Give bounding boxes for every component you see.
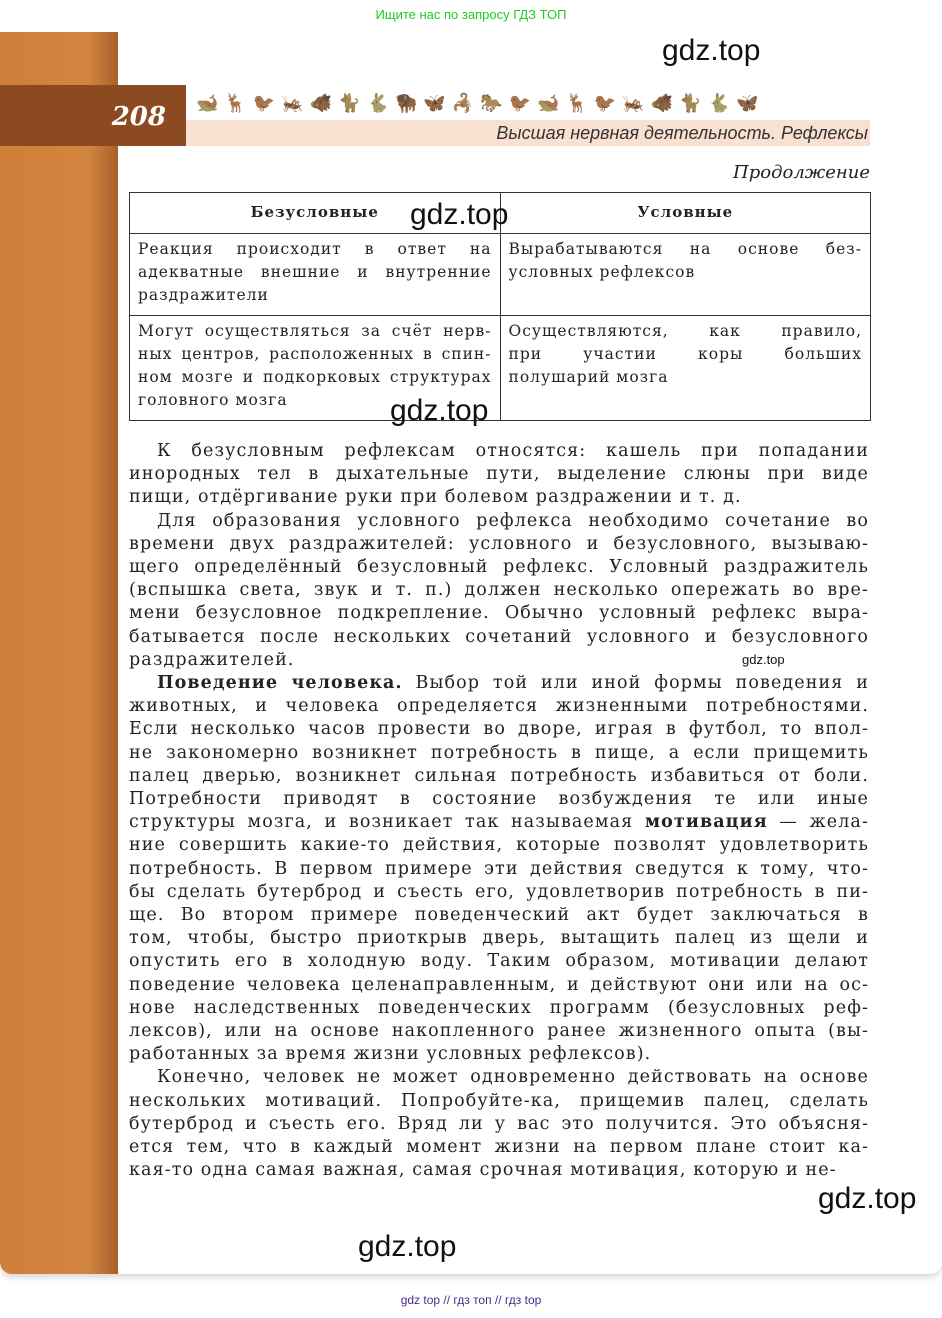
- text-line: [129, 834, 869, 857]
- text-segment: поведение человека целенаправленным, и действуют они или на ос-: [129, 974, 869, 995]
- text-line: [129, 579, 869, 602]
- cell-line: полушарий мозга: [508, 368, 669, 386]
- text-line: [129, 1043, 869, 1066]
- text-segment: Для образования условного рефлекса необходимо сочетание во: [157, 510, 869, 531]
- text-line: [129, 486, 869, 509]
- text-line: [129, 1113, 869, 1136]
- table-cell: [500, 316, 871, 421]
- cell-line: раздражители: [138, 286, 269, 304]
- watermark: gdz.top: [390, 394, 489, 427]
- cell-line: Вырабатываются на основе без-: [508, 240, 862, 258]
- text-line: [129, 510, 869, 533]
- text-line: [129, 1090, 869, 1113]
- cat-icon: 🐈: [338, 93, 361, 114]
- rabbit-icon: 🐇: [707, 93, 731, 114]
- cell-line: адекватные внешние и внутренние: [138, 263, 492, 281]
- text-segment: пищи, отдёргивание руки при болевом раздражении и т. д.: [129, 487, 742, 508]
- boar-icon: 🐗: [309, 93, 333, 114]
- text-line: [129, 858, 869, 881]
- page-edge-band: [0, 32, 118, 1274]
- text-segment: ще. Во втором примере поведенческий акт будет заключаться в: [129, 905, 869, 926]
- watermark: gdz.top: [742, 652, 785, 667]
- text-segment: структуры мозга, и возникает так называемая: [129, 812, 645, 833]
- text-segment: потребность. В первом примере эти действия сведутся к тому, что-: [129, 858, 869, 879]
- paragraph: [129, 672, 869, 1066]
- deer-icon: 🦌: [565, 93, 588, 114]
- text-segment: (вспышка света, звук и т. п.) должен несколько опережать во вре-: [129, 580, 869, 601]
- butterfly-icon: 🦋: [736, 93, 759, 114]
- text-line: [129, 904, 869, 927]
- text-segment: лексов), или на основе накопленного ранее жизненного опыта (вы-: [129, 1021, 869, 1042]
- text-line: [129, 533, 869, 556]
- text-segment: раздражителей.: [129, 649, 295, 670]
- cat-icon: 🐈: [679, 93, 702, 114]
- horse-icon: 🐎: [480, 93, 503, 114]
- text-line: [129, 788, 869, 811]
- watermark: gdz.top: [662, 34, 761, 67]
- text-segment: ется тем, что в каждый момент жизни на первом плане стоит ка-: [129, 1137, 869, 1158]
- text-line: [129, 974, 869, 997]
- table-row: [130, 234, 871, 316]
- text-segment: опустить его в холодную воду. Таким образом, мотивации делают: [129, 951, 869, 972]
- bird-icon: 🐦: [593, 93, 617, 114]
- text-segment: не закономерно возникнет потребность в пище, а если прищемить: [129, 742, 869, 763]
- text-line: [129, 927, 869, 950]
- text-segment: Конечно, человек не может одновременно действовать на основе: [157, 1067, 869, 1088]
- bold-term: мотивация: [644, 812, 768, 833]
- text-segment: кая-то одна самая важная, самая срочная мотивация, которую и не-: [129, 1160, 837, 1181]
- footer-links[interactable]: gdz top // гдз топ // гдз top: [400, 1293, 542, 1307]
- text-line: [129, 556, 869, 579]
- cell-line: ных центров, расположенных в спин-: [138, 345, 492, 363]
- text-segment: К безусловным рефлексам относятся: кашель при попадании: [157, 441, 869, 461]
- text-line: [129, 695, 869, 718]
- paragraph: [129, 440, 869, 510]
- text-line: [129, 1159, 869, 1182]
- table-row: [130, 316, 871, 421]
- text-line: [129, 602, 869, 625]
- text-segment: животных, и человека определяется жизненными потребностями.: [129, 696, 869, 717]
- text-segment: щего определённый безусловный рефлекс. Условный раздражитель: [129, 557, 869, 578]
- watermark: gdz.top: [818, 1182, 917, 1215]
- text-segment: палец дверью, возникнет сильная потребность избавиться от боли.: [129, 765, 869, 786]
- text-segment: — жела-: [767, 812, 869, 833]
- text-line: [129, 950, 869, 973]
- table-cell: [500, 234, 871, 316]
- scorpion-icon: 🦂: [451, 93, 475, 114]
- text-line: [129, 1066, 869, 1089]
- text-segment: Если несколько часов провести во дворе, играя в футбол, то впол-: [129, 719, 869, 740]
- whale-icon: 🐋: [537, 93, 560, 114]
- table-cell: [130, 234, 501, 316]
- cell-line: Осуществляются, как правило,: [508, 322, 862, 340]
- cell-line: Реакция происходит в ответ на: [138, 240, 492, 258]
- bold-term: Поведение человека.: [157, 673, 403, 694]
- continuation-label: Продолжение: [733, 162, 870, 183]
- text-segment: батывается после нескольких сочетаний условного и безусловного: [129, 626, 869, 647]
- text-segment: нове наследственных поведенческих программ (безусловных реф-: [129, 997, 869, 1018]
- cell-line: условных рефлексов: [508, 263, 696, 281]
- paragraph: [129, 510, 869, 672]
- text-segment: ние совершить какие-то действия, которые позволят удовлетворить: [129, 835, 869, 856]
- text-line: [129, 742, 869, 765]
- text-line: [129, 1136, 869, 1159]
- page-number: 208: [0, 85, 186, 146]
- animal-silhouette-strip: [196, 92, 846, 116]
- text-line: [129, 765, 869, 788]
- text-segment: нескольких мотиваций. Попробуйте-ка, прищемив палец, сделать: [129, 1090, 869, 1111]
- text-line: [129, 997, 869, 1020]
- search-hint: Ищите нас по запросу ГДЗ ТОП: [375, 7, 567, 22]
- watermark: gdz.top: [410, 198, 509, 231]
- chapter-title: Высшая нервная деятельность. Рефлексы: [186, 120, 870, 146]
- watermark: gdz.top: [358, 1230, 457, 1263]
- text-line: [129, 881, 869, 904]
- text-segment: инородных тел в дыхательные пути, выделение слюны при виде: [129, 464, 869, 485]
- paragraph: [129, 1066, 869, 1182]
- text-segment: Выбор той или иной формы поведения и: [402, 673, 869, 694]
- text-segment: том, чтобы, быстро приоткрыв дверь, вытащить палец из щели и: [129, 928, 869, 949]
- text-line: [129, 1020, 869, 1043]
- text-segment: работанных за время жизни условных рефлексов).: [129, 1044, 652, 1065]
- deer-icon: 🦌: [224, 93, 247, 114]
- cell-line: головного мозга: [138, 391, 288, 409]
- body-text: [129, 440, 869, 1183]
- whale-icon: 🐋: [196, 93, 219, 114]
- text-segment: бы сделать бутерброд и съесть его, удовлетворив потребность в пи-: [129, 881, 869, 902]
- header-conditioned: Условные: [500, 193, 871, 234]
- insect-icon: 🦗: [281, 93, 304, 114]
- text-segment: Потребности приводят в состояние возбуждения те или иные: [129, 789, 869, 810]
- insect-icon: 🦗: [622, 93, 645, 114]
- text-line: [129, 811, 869, 834]
- textbook-page: [0, 32, 942, 1274]
- text-segment: мени безусловное подкрепление. Обычно условный рефлекс выра-: [129, 603, 869, 624]
- cell-line: при участии коры больших: [508, 345, 862, 363]
- butterfly-icon: 🦋: [423, 93, 446, 114]
- text-line: [129, 626, 869, 649]
- boar-icon: 🐗: [650, 93, 674, 114]
- cell-line: Могут осуществляться за счёт нерв-: [138, 322, 492, 340]
- text-line: [129, 718, 869, 741]
- text-segment: бутерброд и съесть его. Вряд ли у вас это получится. Это объясня-: [129, 1113, 869, 1134]
- text-line: [129, 440, 869, 463]
- rabbit-icon: 🐇: [366, 93, 389, 114]
- text-segment: времени двух раздражителей: условного и безусловного, вызываю-: [129, 533, 869, 554]
- bison-icon: 🦬: [394, 93, 418, 114]
- bird-icon: 🐦: [252, 93, 276, 114]
- header-unconditioned: Безусловные: [130, 193, 501, 234]
- swallow-icon: 🐦: [508, 93, 532, 114]
- text-line: [129, 463, 869, 486]
- cell-line: ном мозге и подкорковых структурах: [138, 368, 492, 386]
- text-line: [129, 672, 869, 695]
